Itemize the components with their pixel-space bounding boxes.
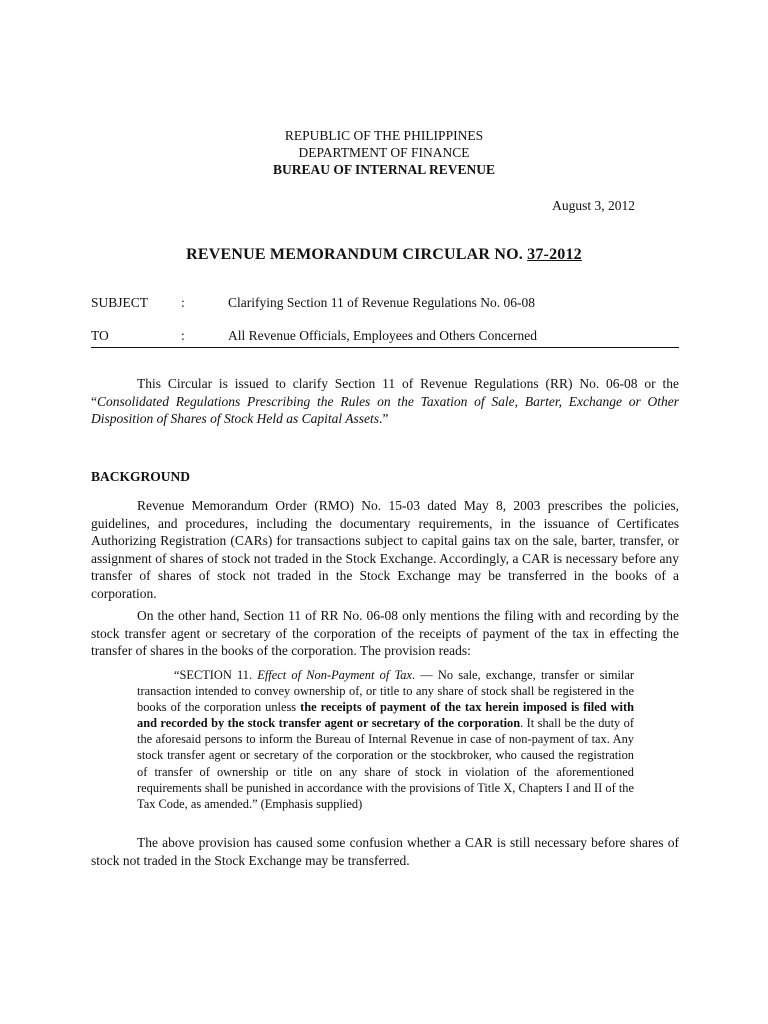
section-11-quote: [137, 667, 634, 812]
subject-label: SUBJECT: [91, 295, 149, 310]
quote-intro: . — No sale, exchange, transfer or similar transaction intended to convey ownership of, or title to any share of stock shall be registered in the books of the corporation unless: [137, 668, 634, 715]
subject-colon: :: [181, 295, 185, 310]
quote-open: “SECTION 11.: [174, 668, 258, 682]
background-paragraph-3: The above provision has caused some confusion whether a CAR is still necessary before shares of stock not traded in the Stock Exchange may be transferred.: [91, 835, 679, 868]
to-label: TO: [91, 328, 109, 343]
quote-rest: . It shall be the duty of the aforesaid persons to inform the Bureau of Internal Revenue in case of non-payment of tax. Any stock transfer agent or secretary of the corporation or the stockbroker, who caused the registration of transfer of ownership or title on any share of stock in violation of the aforementioned requirements shall be punished in accordance with the provisions of Title X, Chapters I and II of the Tax Code, as amended.” (Emphasis supplied): [137, 716, 634, 811]
document-date: August 3, 2012: [552, 198, 635, 213]
quote-heading: Effect of Non-Payment of Tax: [257, 668, 412, 682]
to-colon: :: [181, 328, 185, 343]
to-value: All Revenue Officials, Employees and Others Concerned: [228, 328, 538, 343]
background-heading: BACKGROUND: [91, 469, 191, 484]
letterhead: [0, 127, 768, 178]
background-paragraph-1: Revenue Memorandum Order (RMO) No. 15-03 dated May 8, 2003 prescribes the policies, guidelines, and procedures, including the documentary requirements, in the issuance of Certificates Authorizing Registration (CARs) for transactions subject to capital gains tax on the sale, barter, transfer, or assignment of shares of stock not traded in the Stock Exchange. Accordingly, a CAR is necessary before any transfer of shares of stock not traded in the Stock Exchange may be transferred in the books of a corporation.: [91, 498, 679, 601]
circular-number: 37-2012: [527, 246, 582, 263]
intro-closing: .”: [379, 411, 389, 427]
letterhead-republic: REPUBLIC OF THE PHILIPPINES: [284, 128, 484, 143]
letterhead-department: DEPARTMENT OF FINANCE: [298, 145, 470, 160]
background-paragraph-2: On the other hand, Section 11 of RR No. 06-08 only mentions the filing with and recording by the stock transfer agent or secretary of the corporation of the receipts of payment of the tax in effecting the transfer of shares in the books of the corporation. The provision reads:: [91, 608, 679, 659]
subject-value: Clarifying Section 11 of Revenue Regulations No. 06-08: [228, 295, 535, 310]
intro-text: This Circular is issued to clarify Section 11 of Revenue Regulations (RR) No. 06-08 or the “: [91, 376, 679, 409]
intro-regulation-title: Consolidated Regulations Prescribing the Rules on the Taxation of Sale, Barter, Exchange or Other Disposition of Shares of Stock Held as Capital Assets: [91, 393, 679, 427]
circular-title: [0, 246, 768, 264]
intro-paragraph: [91, 375, 679, 428]
quote-emphasis: the receipts of payment of the tax herein imposed is filed with and recorded by the stock transfer agent or secretary of the corporation: [137, 700, 634, 731]
circular-title-prefix: REVENUE MEMORANDUM CIRCULAR NO.: [186, 246, 528, 263]
letterhead-bureau: BUREAU OF INTERNAL REVENUE: [273, 162, 495, 177]
header-divider: [91, 347, 679, 348]
